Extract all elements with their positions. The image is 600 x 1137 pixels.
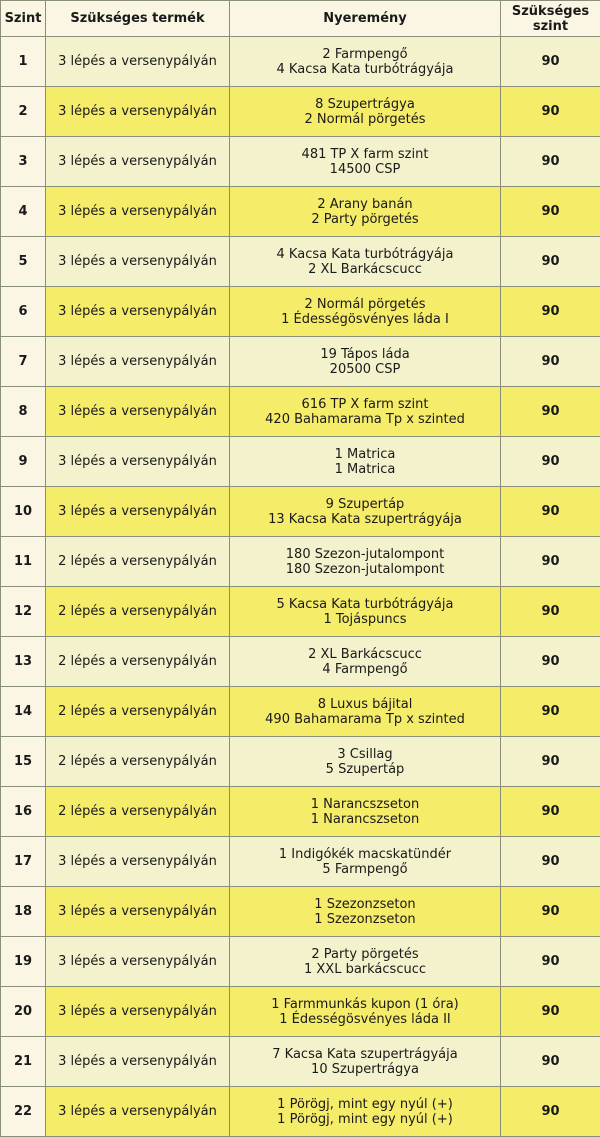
cell-level: 15 (1, 737, 46, 787)
cell-reward (230, 787, 501, 837)
cell-level: 22 (1, 1087, 46, 1137)
cell-level: 11 (1, 537, 46, 587)
cell-level: 10 (1, 487, 46, 537)
reward-line-1: 1 Farmmunkás kupon (1 óra) (271, 996, 459, 1012)
table-row (1, 787, 600, 837)
reward-line-2: 5 Szupertáp (325, 761, 405, 777)
reward-line-1: 180 Szezon-jutalompont (285, 546, 445, 562)
reward-line-2: 5 Farmpengő (322, 861, 408, 877)
reward-line-2: 4 Kacsa Kata turbótrágyája (276, 61, 454, 77)
cell-level: 14 (1, 687, 46, 737)
cell-product: 2 lépés a versenypályán (46, 587, 230, 637)
table-row (1, 737, 600, 787)
cell-required-level: 90 (501, 287, 600, 337)
cell-reward (230, 737, 501, 787)
reward-line-1: 2 Normál pörgetés (304, 296, 426, 312)
reward-line-1: 2 Farmpengő (322, 46, 408, 62)
cell-required-level: 90 (501, 737, 600, 787)
cell-product: 3 lépés a versenypályán (46, 937, 230, 987)
reward-line-2: 20500 CSP (329, 361, 401, 377)
reward-line-1: 1 Narancszseton (310, 796, 420, 812)
cell-reward (230, 137, 501, 187)
cell-required-level: 90 (501, 537, 600, 587)
cell-level: 1 (1, 37, 46, 87)
cell-reward (230, 437, 501, 487)
reward-line-2: 180 Szezon-jutalompont (285, 561, 445, 577)
cell-level: 16 (1, 787, 46, 837)
cell-level: 20 (1, 987, 46, 1037)
reward-line-1: 7 Kacsa Kata szupertrágyája (272, 1046, 458, 1062)
reward-line-1: 8 Luxus bájital (317, 696, 413, 712)
cell-product: 2 lépés a versenypályán (46, 787, 230, 837)
cell-reward (230, 937, 501, 987)
reward-line-2: 1 Pörögj, mint egy nyúl (+) (277, 1111, 453, 1127)
reward-line-2: 1 XXL barkácscucc (303, 961, 427, 977)
reward-line-1: 19 Tápos láda (320, 346, 410, 362)
cell-required-level: 90 (501, 687, 600, 737)
header-product: Szükséges termék (46, 1, 230, 37)
cell-level: 5 (1, 237, 46, 287)
cell-required-level: 90 (501, 237, 600, 287)
cell-level: 19 (1, 937, 46, 987)
cell-product: 3 lépés a versenypályán (46, 387, 230, 437)
cell-reward (230, 237, 501, 287)
cell-required-level: 90 (501, 637, 600, 687)
reward-line-1: 8 Szupertrágya (315, 96, 415, 112)
cell-product: 3 lépés a versenypályán (46, 1037, 230, 1087)
reward-line-2: 2 XL Barkácscucc (308, 261, 422, 277)
table-row (1, 537, 600, 587)
reward-line-1: 5 Kacsa Kata turbótrágyája (276, 596, 454, 612)
cell-required-level: 90 (501, 587, 600, 637)
cell-reward (230, 1087, 501, 1137)
cell-product: 3 lépés a versenypályán (46, 337, 230, 387)
reward-line-2: 420 Bahamarama Tp x szinted (265, 411, 465, 427)
reward-line-1: 1 Indigókék macskatündér (278, 846, 452, 862)
cell-reward (230, 687, 501, 737)
cell-product: 3 lépés a versenypályán (46, 487, 230, 537)
cell-required-level: 90 (501, 887, 600, 937)
cell-required-level: 90 (501, 87, 600, 137)
cell-product: 2 lépés a versenypályán (46, 687, 230, 737)
header-level: Szint (1, 1, 46, 37)
table-row (1, 87, 600, 137)
cell-reward (230, 387, 501, 437)
cell-level: 6 (1, 287, 46, 337)
cell-reward (230, 537, 501, 587)
reward-line-1: 2 XL Barkácscucc (308, 646, 422, 662)
header-required-level (501, 1, 600, 37)
cell-required-level: 90 (501, 937, 600, 987)
cell-required-level: 90 (501, 37, 600, 87)
table-row (1, 987, 600, 1037)
cell-reward (230, 637, 501, 687)
reward-line-2: 1 Narancszseton (310, 811, 420, 827)
cell-required-level: 90 (501, 1037, 600, 1087)
table-row (1, 387, 600, 437)
reward-line-2: 1 Édességösvényes láda II (279, 1011, 451, 1027)
reward-line-2: 490 Bahamarama Tp x szinted (265, 711, 465, 727)
table-row (1, 337, 600, 387)
cell-level: 9 (1, 437, 46, 487)
reward-line-1: 481 TP X farm szint (301, 146, 429, 162)
reward-line-1: 2 Party pörgetés (311, 946, 419, 962)
cell-level: 12 (1, 587, 46, 637)
cell-product: 3 lépés a versenypályán (46, 187, 230, 237)
cell-required-level: 90 (501, 187, 600, 237)
cell-product: 3 lépés a versenypályán (46, 87, 230, 137)
cell-reward (230, 337, 501, 387)
cell-reward (230, 837, 501, 887)
cell-required-level: 90 (501, 387, 600, 437)
cell-reward (230, 187, 501, 237)
cell-product: 3 lépés a versenypályán (46, 237, 230, 287)
cell-level: 8 (1, 387, 46, 437)
table-row (1, 587, 600, 637)
reward-line-1: 616 TP X farm szint (301, 396, 429, 412)
cell-required-level: 90 (501, 787, 600, 837)
cell-reward (230, 587, 501, 637)
cell-product: 3 lépés a versenypályán (46, 887, 230, 937)
reward-line-2: 2 Normál pörgetés (304, 111, 426, 127)
header-reward: Nyeremény (230, 1, 501, 37)
cell-required-level: 90 (501, 1087, 600, 1137)
cell-product: 2 lépés a versenypályán (46, 737, 230, 787)
cell-product: 2 lépés a versenypályán (46, 637, 230, 687)
reward-line-2: 10 Szupertrágya (311, 1061, 419, 1077)
table-row (1, 837, 600, 887)
cell-reward (230, 87, 501, 137)
cell-product: 3 lépés a versenypályán (46, 437, 230, 487)
reward-line-2: 4 Farmpengő (322, 661, 408, 677)
table-row (1, 437, 600, 487)
cell-required-level: 90 (501, 137, 600, 187)
reward-line-1: 1 Szezonzseton (314, 896, 416, 912)
cell-reward (230, 887, 501, 937)
table-row (1, 1087, 600, 1137)
cell-required-level: 90 (501, 487, 600, 537)
header-row (1, 1, 600, 37)
cell-reward (230, 1037, 501, 1087)
cell-level: 17 (1, 837, 46, 887)
reward-line-1: 9 Szupertáp (325, 496, 405, 512)
cell-product: 3 lépés a versenypályán (46, 837, 230, 887)
table-body (1, 37, 600, 1137)
cell-product: 3 lépés a versenypályán (46, 1087, 230, 1137)
header-required-line2: szint (532, 18, 569, 34)
reward-line-2: 1 Édességösvényes láda I (281, 311, 449, 327)
cell-required-level: 90 (501, 437, 600, 487)
table-row (1, 487, 600, 537)
table-row (1, 637, 600, 687)
cell-required-level: 90 (501, 987, 600, 1037)
cell-product: 3 lépés a versenypályán (46, 287, 230, 337)
table-row (1, 937, 600, 987)
table-row (1, 37, 600, 87)
cell-reward (230, 987, 501, 1037)
cell-reward (230, 37, 501, 87)
cell-product: 3 lépés a versenypályán (46, 987, 230, 1037)
header-required-line1: Szükséges (511, 3, 590, 19)
reward-line-1: 1 Pörögj, mint egy nyúl (+) (277, 1096, 453, 1112)
reward-line-1: 1 Matrica (334, 446, 396, 462)
reward-line-1: 4 Kacsa Kata turbótrágyája (276, 246, 454, 262)
table-row (1, 1037, 600, 1087)
reward-line-2: 13 Kacsa Kata szupertrágyája (268, 511, 462, 527)
cell-level: 13 (1, 637, 46, 687)
table-row (1, 137, 600, 187)
reward-line-2: 1 Tojáspuncs (323, 611, 407, 627)
cell-product: 3 lépés a versenypályán (46, 137, 230, 187)
reward-line-1: 3 Csillag (337, 746, 393, 762)
cell-required-level: 90 (501, 837, 600, 887)
reward-line-2: 14500 CSP (329, 161, 401, 177)
reward-line-2: 1 Szezonzseton (314, 911, 416, 927)
cell-reward (230, 487, 501, 537)
table-row (1, 287, 600, 337)
table-row (1, 687, 600, 737)
cell-product: 3 lépés a versenypályán (46, 37, 230, 87)
cell-level: 3 (1, 137, 46, 187)
cell-reward (230, 287, 501, 337)
cell-required-level: 90 (501, 337, 600, 387)
cell-level: 18 (1, 887, 46, 937)
table-row (1, 887, 600, 937)
cell-level: 7 (1, 337, 46, 387)
table-row (1, 237, 600, 287)
reward-line-2: 1 Matrica (334, 461, 396, 477)
cell-level: 21 (1, 1037, 46, 1087)
cell-level: 2 (1, 87, 46, 137)
cell-level: 4 (1, 187, 46, 237)
cell-product: 2 lépés a versenypályán (46, 537, 230, 587)
table-row (1, 187, 600, 237)
reward-line-1: 2 Arany banán (317, 196, 413, 212)
reward-line-2: 2 Party pörgetés (311, 211, 419, 227)
